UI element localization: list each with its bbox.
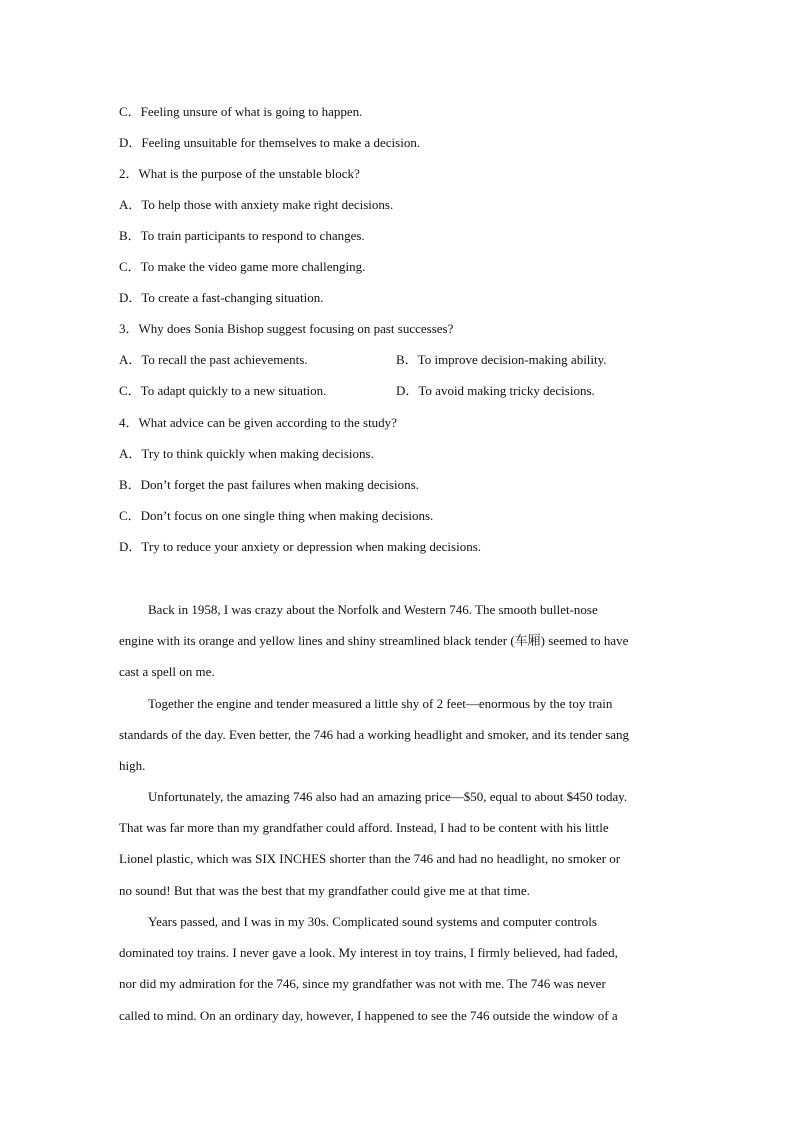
passage-line: no sound! But that was the best that my grandfather could give me at that time. xyxy=(119,883,530,898)
passage-line: dominated toy trains. I never gave a look. My interest in toy trains, I firmly believed, had faded, xyxy=(119,945,618,960)
q3-option-d: D．To avoid making tricky decisions. xyxy=(396,383,595,398)
passage-line: engine with its orange and yellow lines and shiny streamlined black tender (车厢) seemed to have xyxy=(119,633,629,648)
q3-stem: 3．Why does Sonia Bishop suggest focusing on past successes? xyxy=(119,321,454,336)
passage-line: That was far more than my grandfather could afford. Instead, I had to be content with his little xyxy=(119,820,609,835)
passage-line: cast a spell on me. xyxy=(119,664,215,679)
passage-line: Years passed, and I was in my 30s. Complicated sound systems and computer controls xyxy=(148,914,597,929)
q2-stem: 2．What is the purpose of the unstable block? xyxy=(119,166,360,181)
passage-line: Unfortunately, the amazing 746 also had an amazing price—$50, equal to about $450 today. xyxy=(148,789,628,804)
q2-option-c: C．To make the video game more challenging. xyxy=(119,259,366,274)
passage-line: standards of the day. Even better, the 746 had a working headlight and smoker, and its tender sang xyxy=(119,727,630,742)
q1-option-d: D．Feeling unsuitable for themselves to make a decision. xyxy=(119,135,421,150)
q3-option-c: C．To adapt quickly to a new situation. xyxy=(119,383,327,398)
q3-option-a: A．To recall the past achievements. xyxy=(119,352,308,367)
q4-option-c: C．Don’t focus on one single thing when making decisions. xyxy=(119,508,434,523)
q3-option-b: B．To improve decision-making ability. xyxy=(396,352,607,367)
passage-line: called to mind. On an ordinary day, however, I happened to see the 746 outside the window of a xyxy=(119,1008,618,1023)
passage-line: Together the engine and tender measured a little shy of 2 feet—enormous by the toy train xyxy=(148,696,613,711)
q4-option-a: A．Try to think quickly when making decisions. xyxy=(119,446,374,461)
q2-option-b: B．To train participants to respond to changes. xyxy=(119,228,365,243)
q4-stem: 4．What advice can be given according to the study? xyxy=(119,415,397,430)
q4-option-b: B．Don’t forget the past failures when making decisions. xyxy=(119,477,419,492)
q1-option-c: C．Feeling unsure of what is going to happen. xyxy=(119,104,363,119)
passage-line: high. xyxy=(119,758,146,773)
q2-option-a: A．To help those with anxiety make right decisions. xyxy=(119,197,394,212)
q4-option-d: D．Try to reduce your anxiety or depression when making decisions. xyxy=(119,539,482,554)
passage-line: Back in 1958, I was crazy about the Norfolk and Western 746. The smooth bullet-nose xyxy=(148,602,598,617)
passage-line: Lionel plastic, which was SIX INCHES shorter than the 746 and had no headlight, no smoker or xyxy=(119,851,621,866)
q2-option-d: D．To create a fast-changing situation. xyxy=(119,290,324,305)
passage-line: nor did my admiration for the 746, since my grandfather was not with me. The 746 was never xyxy=(119,976,606,991)
